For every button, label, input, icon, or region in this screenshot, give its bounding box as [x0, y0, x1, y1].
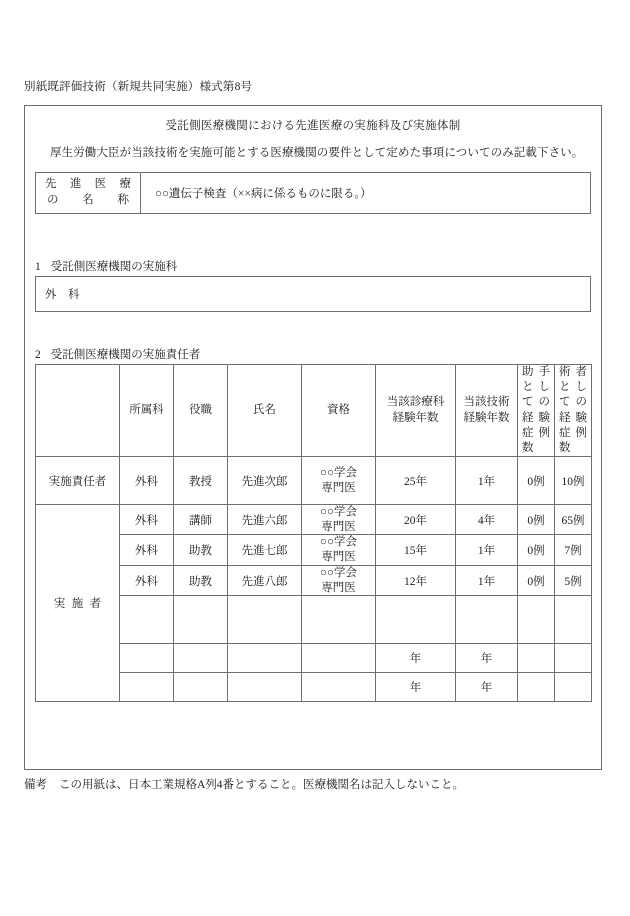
cell-years-tech[interactable]: 年 [456, 644, 518, 673]
cell-cases-operator[interactable]: 5例 [555, 565, 592, 595]
cell-title[interactable] [174, 673, 228, 702]
cell-qualification[interactable] [302, 457, 376, 505]
cell-cases-operator[interactable] [555, 596, 592, 644]
table-row [36, 673, 592, 702]
cell-cases-operator[interactable] [555, 644, 592, 673]
technique-name-field [35, 172, 591, 214]
section1-value-box[interactable] [35, 276, 591, 312]
header-cases-operator-line3: 経験 [559, 411, 587, 424]
cell-years-dept[interactable] [376, 596, 456, 644]
table-row [36, 457, 592, 505]
form-frame [24, 105, 602, 770]
cell-qualification-line2: 専門医 [321, 481, 356, 494]
remark-text: この用紙は、日本工業規格A列4番とすること。医療機関名は記入しないこと。 [59, 779, 465, 791]
cell-qualification[interactable] [302, 596, 376, 644]
technique-name-label [36, 173, 141, 213]
cell-years-tech[interactable] [456, 596, 518, 644]
cell-cases-operator[interactable]: 7例 [555, 535, 592, 565]
header-title: 役職 [174, 365, 228, 457]
technique-name-label-char-4: 療 [119, 178, 131, 191]
section2-heading [35, 346, 200, 362]
header-cases-assistant-line2: としての [522, 381, 550, 409]
cell-name[interactable]: 先進次郎 [228, 457, 302, 505]
cell-title[interactable] [174, 596, 228, 644]
cell-name[interactable]: 先進六郎 [228, 505, 302, 535]
header-years-dept-line1: 当該診療科 [386, 396, 445, 409]
cell-qualification-line2: 専門医 [321, 581, 356, 594]
cell-dept[interactable]: 外科 [120, 565, 174, 595]
cell-name[interactable]: 先進七郎 [228, 535, 302, 565]
remark-label: 備考 [24, 779, 47, 791]
cell-qualification-line1: ○○学会 [320, 536, 357, 549]
technique-name-value[interactable]: ○○遺伝子検査（××病に係るものに限る。） [155, 188, 372, 200]
cell-dept[interactable]: 外科 [120, 505, 174, 535]
cell-years-dept[interactable]: 年 [376, 644, 456, 673]
cell-role-performers[interactable] [36, 505, 120, 702]
cell-cases-assistant[interactable]: 0例 [518, 457, 555, 505]
staff-table [35, 364, 592, 702]
table-row [36, 565, 592, 595]
form-number: 別紙既評価技術（新規共同実施）様式第8号 [24, 81, 253, 93]
cell-qualification-line2: 専門医 [321, 551, 356, 564]
cell-name[interactable]: 先進八郎 [228, 565, 302, 595]
technique-name-label-char-2: 進 [69, 178, 82, 191]
cell-years-dept[interactable]: 12年 [376, 565, 456, 595]
header-name: 氏名 [228, 365, 302, 457]
header-cases-assistant-line1: 助手 [522, 366, 550, 378]
technique-name-label-char-1: 先 [45, 178, 57, 191]
header-role [36, 365, 120, 457]
technique-name-label-char-7: 称 [117, 194, 129, 206]
cell-qualification[interactable] [302, 535, 376, 565]
header-years-tech-line1: 当該技術 [463, 396, 510, 409]
cell-role-performers-label: 実施者 [53, 598, 108, 611]
cell-years-tech[interactable]: 1年 [456, 565, 518, 595]
header-cases-assistant-line4: 症例数 [522, 426, 550, 454]
cell-qualification[interactable] [302, 673, 376, 702]
cell-cases-operator[interactable] [555, 673, 592, 702]
section1-heading [35, 258, 177, 274]
cell-qualification-line1: ○○学会 [320, 466, 357, 479]
section1-heading-text: 受託側医療機関の実施科 [50, 261, 178, 273]
cell-years-tech[interactable]: 1年 [456, 535, 518, 565]
section1-value: 外 科 [45, 289, 80, 301]
cell-qualification[interactable] [302, 505, 376, 535]
cell-years-dept[interactable]: 15年 [376, 535, 456, 565]
table-row [36, 644, 592, 673]
header-cases-operator [555, 365, 592, 457]
cell-title[interactable] [174, 644, 228, 673]
table-row [36, 596, 592, 644]
cell-qualification-line1: ○○学会 [320, 506, 357, 519]
cell-title[interactable]: 助教 [174, 565, 228, 595]
header-cases-assistant [518, 365, 555, 457]
cell-years-tech[interactable]: 4年 [456, 505, 518, 535]
cell-qualification-line1: ○○学会 [320, 566, 357, 579]
table-header-row [36, 365, 592, 457]
table-row [36, 535, 592, 565]
cell-cases-assistant[interactable]: 0例 [518, 565, 555, 595]
table-row [36, 505, 592, 535]
cell-title[interactable]: 教授 [174, 457, 228, 505]
cell-years-dept[interactable]: 20年 [376, 505, 456, 535]
technique-name-label-char-5: の [47, 194, 59, 206]
section1-number: 1 [35, 261, 41, 273]
cell-dept[interactable] [120, 596, 174, 644]
instruction-text: 厚生労働大臣が当該技術を実施可能とする医療機関の要件として定めた事項についてのみ記載下さい。 [50, 147, 584, 159]
cell-cases-assistant[interactable]: 0例 [518, 535, 555, 565]
cell-cases-operator[interactable]: 65例 [555, 505, 592, 535]
technique-name-label-char-3: 医 [94, 178, 107, 191]
header-cases-operator-line1: 術者 [559, 366, 587, 378]
header-dept: 所属科 [120, 365, 174, 457]
cell-years-tech[interactable]: 1年 [456, 457, 518, 505]
cell-role[interactable]: 実施責任者 [36, 457, 120, 505]
document-title: 受託側医療機関における先進医療の実施科及び実施体制 [165, 120, 461, 132]
cell-cases-assistant[interactable]: 0例 [518, 505, 555, 535]
section2-heading-text: 受託側医療機関の実施責任者 [50, 349, 201, 361]
cell-cases-assistant[interactable] [518, 644, 555, 673]
cell-qualification[interactable] [302, 565, 376, 595]
header-years-dept [376, 365, 456, 457]
header-qualification: 資格 [302, 365, 376, 457]
remark [24, 776, 464, 792]
cell-dept[interactable]: 外科 [120, 535, 174, 565]
cell-years-tech[interactable]: 年 [456, 673, 518, 702]
cell-years-dept[interactable]: 25年 [376, 457, 456, 505]
cell-cases-assistant[interactable] [518, 673, 555, 702]
cell-name[interactable] [228, 644, 302, 673]
header-cases-operator-line4: 症例数 [559, 426, 587, 454]
cell-qualification-line2: 専門医 [321, 520, 356, 533]
header-years-tech [456, 365, 518, 457]
header-years-tech-line2: 経験年数 [463, 411, 510, 424]
cell-dept[interactable]: 外科 [120, 457, 174, 505]
cell-cases-assistant[interactable] [518, 596, 555, 644]
cell-dept[interactable] [120, 644, 174, 673]
cell-title[interactable]: 助教 [174, 535, 228, 565]
cell-years-dept[interactable]: 年 [376, 673, 456, 702]
cell-title[interactable]: 講師 [174, 505, 228, 535]
header-cases-assistant-line3: 経験 [522, 411, 550, 424]
cell-name[interactable] [228, 673, 302, 702]
section2-number: 2 [35, 349, 41, 361]
header-cases-operator-line2: としての [559, 381, 587, 409]
header-years-dept-line2: 経験年数 [392, 411, 439, 424]
cell-name[interactable] [228, 596, 302, 644]
cell-cases-operator[interactable]: 10例 [555, 457, 592, 505]
cell-dept[interactable] [120, 673, 174, 702]
technique-name-label-char-6: 名 [82, 194, 94, 206]
cell-qualification[interactable] [302, 644, 376, 673]
